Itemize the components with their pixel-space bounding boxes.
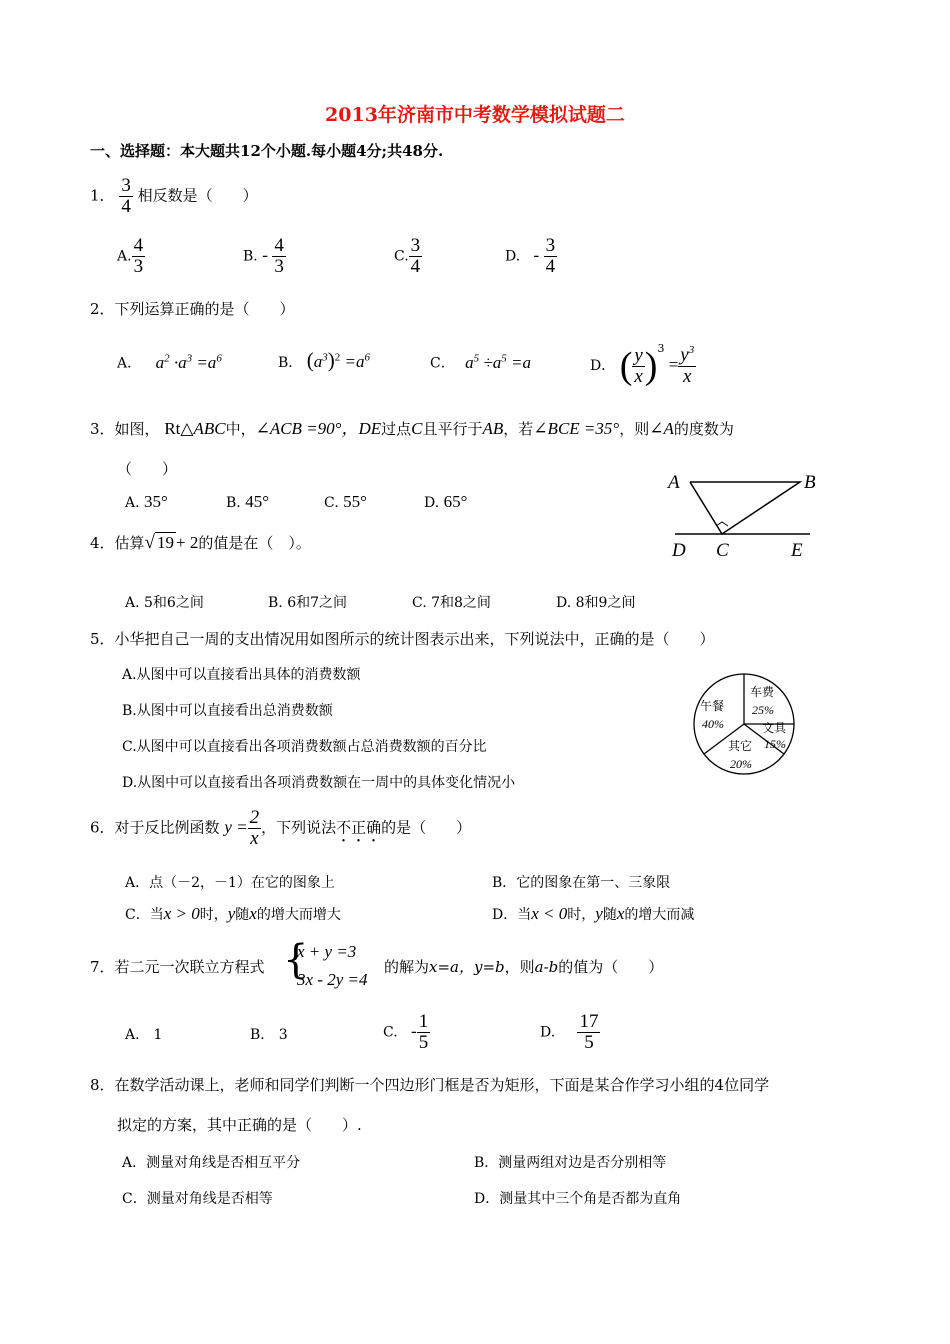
option-c: C. 55° bbox=[324, 492, 367, 511]
question-3-paren: （ ） bbox=[117, 460, 178, 478]
label-c: C bbox=[716, 540, 729, 561]
triangle-abc bbox=[690, 482, 800, 534]
question-4: 4．估算√ 19 + 2的值是在（ ）。 bbox=[90, 532, 311, 553]
option-a: A． $a^2 \cdot a^3 =a^6$ bbox=[117, 352, 222, 372]
label-e: E bbox=[791, 540, 803, 561]
right-angle-mark bbox=[716, 522, 728, 526]
option-a: A．测量对角线是否相互平分 bbox=[122, 1155, 301, 1171]
option-b: B. 45° bbox=[226, 492, 270, 511]
pie-chart bbox=[690, 668, 800, 778]
option-a: A. 5和6之间 bbox=[125, 595, 204, 611]
option-d: D．当x < 0时，y随x的增大而减 bbox=[492, 904, 695, 923]
pie-label-lunch: 午餐 bbox=[700, 699, 725, 713]
option-b: B. 3 bbox=[250, 1027, 288, 1043]
option-b: B．测量两组对边是否分别相等 bbox=[474, 1155, 667, 1171]
option-b: B. - $\frac{4}{3}$ bbox=[243, 235, 284, 277]
option-a: A. $\frac{4}{3}$ bbox=[117, 235, 144, 277]
pie-pct-other: 20% bbox=[730, 757, 752, 771]
option-a: A.从图中可以直接看出具体的消费数额 bbox=[122, 667, 361, 683]
option-d: D.从图中可以直接看出各项消费数额在一周中的具体变化情况小 bbox=[122, 775, 516, 791]
question-1 bbox=[90, 176, 258, 217]
fraction: $\frac{3}{4}$ bbox=[121, 175, 131, 217]
pie-label-fare: 车费 bbox=[750, 685, 775, 699]
option-c: C. $\frac{3}{4}$ bbox=[394, 235, 421, 277]
section-heading: 一、选择题：本大题共12个小题.每小题4分;共48分. bbox=[90, 142, 444, 160]
pie-pct-stationery: 15% bbox=[764, 737, 786, 751]
option-d: D. 65° bbox=[424, 492, 468, 511]
option-a: A．点（－2，－1）在它的图象上 bbox=[125, 875, 335, 891]
option-b: B．它的图象在第一、三象限 bbox=[492, 875, 671, 891]
question-2: 2．下列运算正确的是（ ） bbox=[90, 300, 295, 318]
option-d: D． ( $\frac{y}{x}$ )$^3$ = $\frac{y^3}{x}$ bbox=[590, 342, 695, 387]
question-8: 8．在数学活动课上，老师和同学们判断一个四边形门框是否为矩形，下面是某合作学习小组的4位同学 bbox=[90, 1076, 770, 1094]
question-7: 7．若二元一次联立方程式 bbox=[90, 958, 265, 976]
option-c: C．测量对角线是否相等 bbox=[122, 1191, 273, 1207]
label-a: A bbox=[668, 472, 680, 493]
option-b: B.从图中可以直接看出总消费数额 bbox=[122, 703, 333, 719]
option-b: B. 6和7之间 bbox=[268, 595, 348, 611]
pie-label-stationery: 文具 bbox=[762, 721, 787, 735]
question-7-rest: 的解为x=a，y=b，则a-b的值为（ ） bbox=[384, 958, 664, 976]
option-d: D．测量其中三个角是否都为直角 bbox=[474, 1191, 682, 1207]
pie-pct-fare: 25% bbox=[752, 703, 774, 717]
option-a: A. 35° bbox=[125, 492, 168, 511]
label-d: D bbox=[672, 540, 686, 561]
option-c: C．当x > 0时，y随x的增大而增大 bbox=[125, 904, 341, 923]
equation-1: x + y =3 bbox=[297, 942, 357, 961]
pie-pct-lunch: 40% bbox=[702, 717, 724, 731]
triangle-figure bbox=[660, 466, 820, 566]
option-d: D. $\frac{17}{5}$ bbox=[540, 1011, 599, 1053]
question-5: 5．小华把自己一周的支出情况用如图所示的统计图表示出来，下列说法中，正确的是（ ） bbox=[90, 630, 715, 648]
question-6: 6．对于反比例函数 y = $\frac{2}{x}$ ，下列说法不正确的是（ ） bbox=[90, 807, 472, 849]
option-a: A. 1 bbox=[125, 1027, 163, 1043]
question-text: 相反数是（ ） bbox=[137, 186, 258, 205]
pie-label-other: 其它 bbox=[728, 739, 753, 753]
page-title: 2013年济南市中考数学模拟试题二 bbox=[325, 104, 625, 126]
option-c: C. 7和8之间 bbox=[412, 595, 491, 611]
label-b: B bbox=[804, 472, 816, 493]
option-d: D. 8和9之间 bbox=[556, 595, 636, 611]
option-c: C. - $\frac{1}{5}$ bbox=[383, 1011, 429, 1053]
equation-2: 3x - 2y =4 bbox=[297, 970, 368, 989]
question-3: 3．如图， Rt△ABC中，∠ACB =90°，DE过点C且平行于AB，若∠BCE =35°，则∠A的度数为 bbox=[90, 419, 734, 438]
question-8-line2: 拟定的方案，其中正确的是（ ）. bbox=[117, 1116, 362, 1134]
option-d: D. - $\frac{3}{4}$ bbox=[505, 235, 556, 277]
option-c: C.从图中可以直接看出各项消费数额占总消费数额的百分比 bbox=[122, 739, 487, 755]
option-b: B． $(a^3)^2 =a^6$ bbox=[278, 348, 370, 372]
option-c: C． $a^5 \div a^5 =a$ bbox=[430, 352, 531, 372]
question-number: 1． bbox=[90, 186, 115, 205]
